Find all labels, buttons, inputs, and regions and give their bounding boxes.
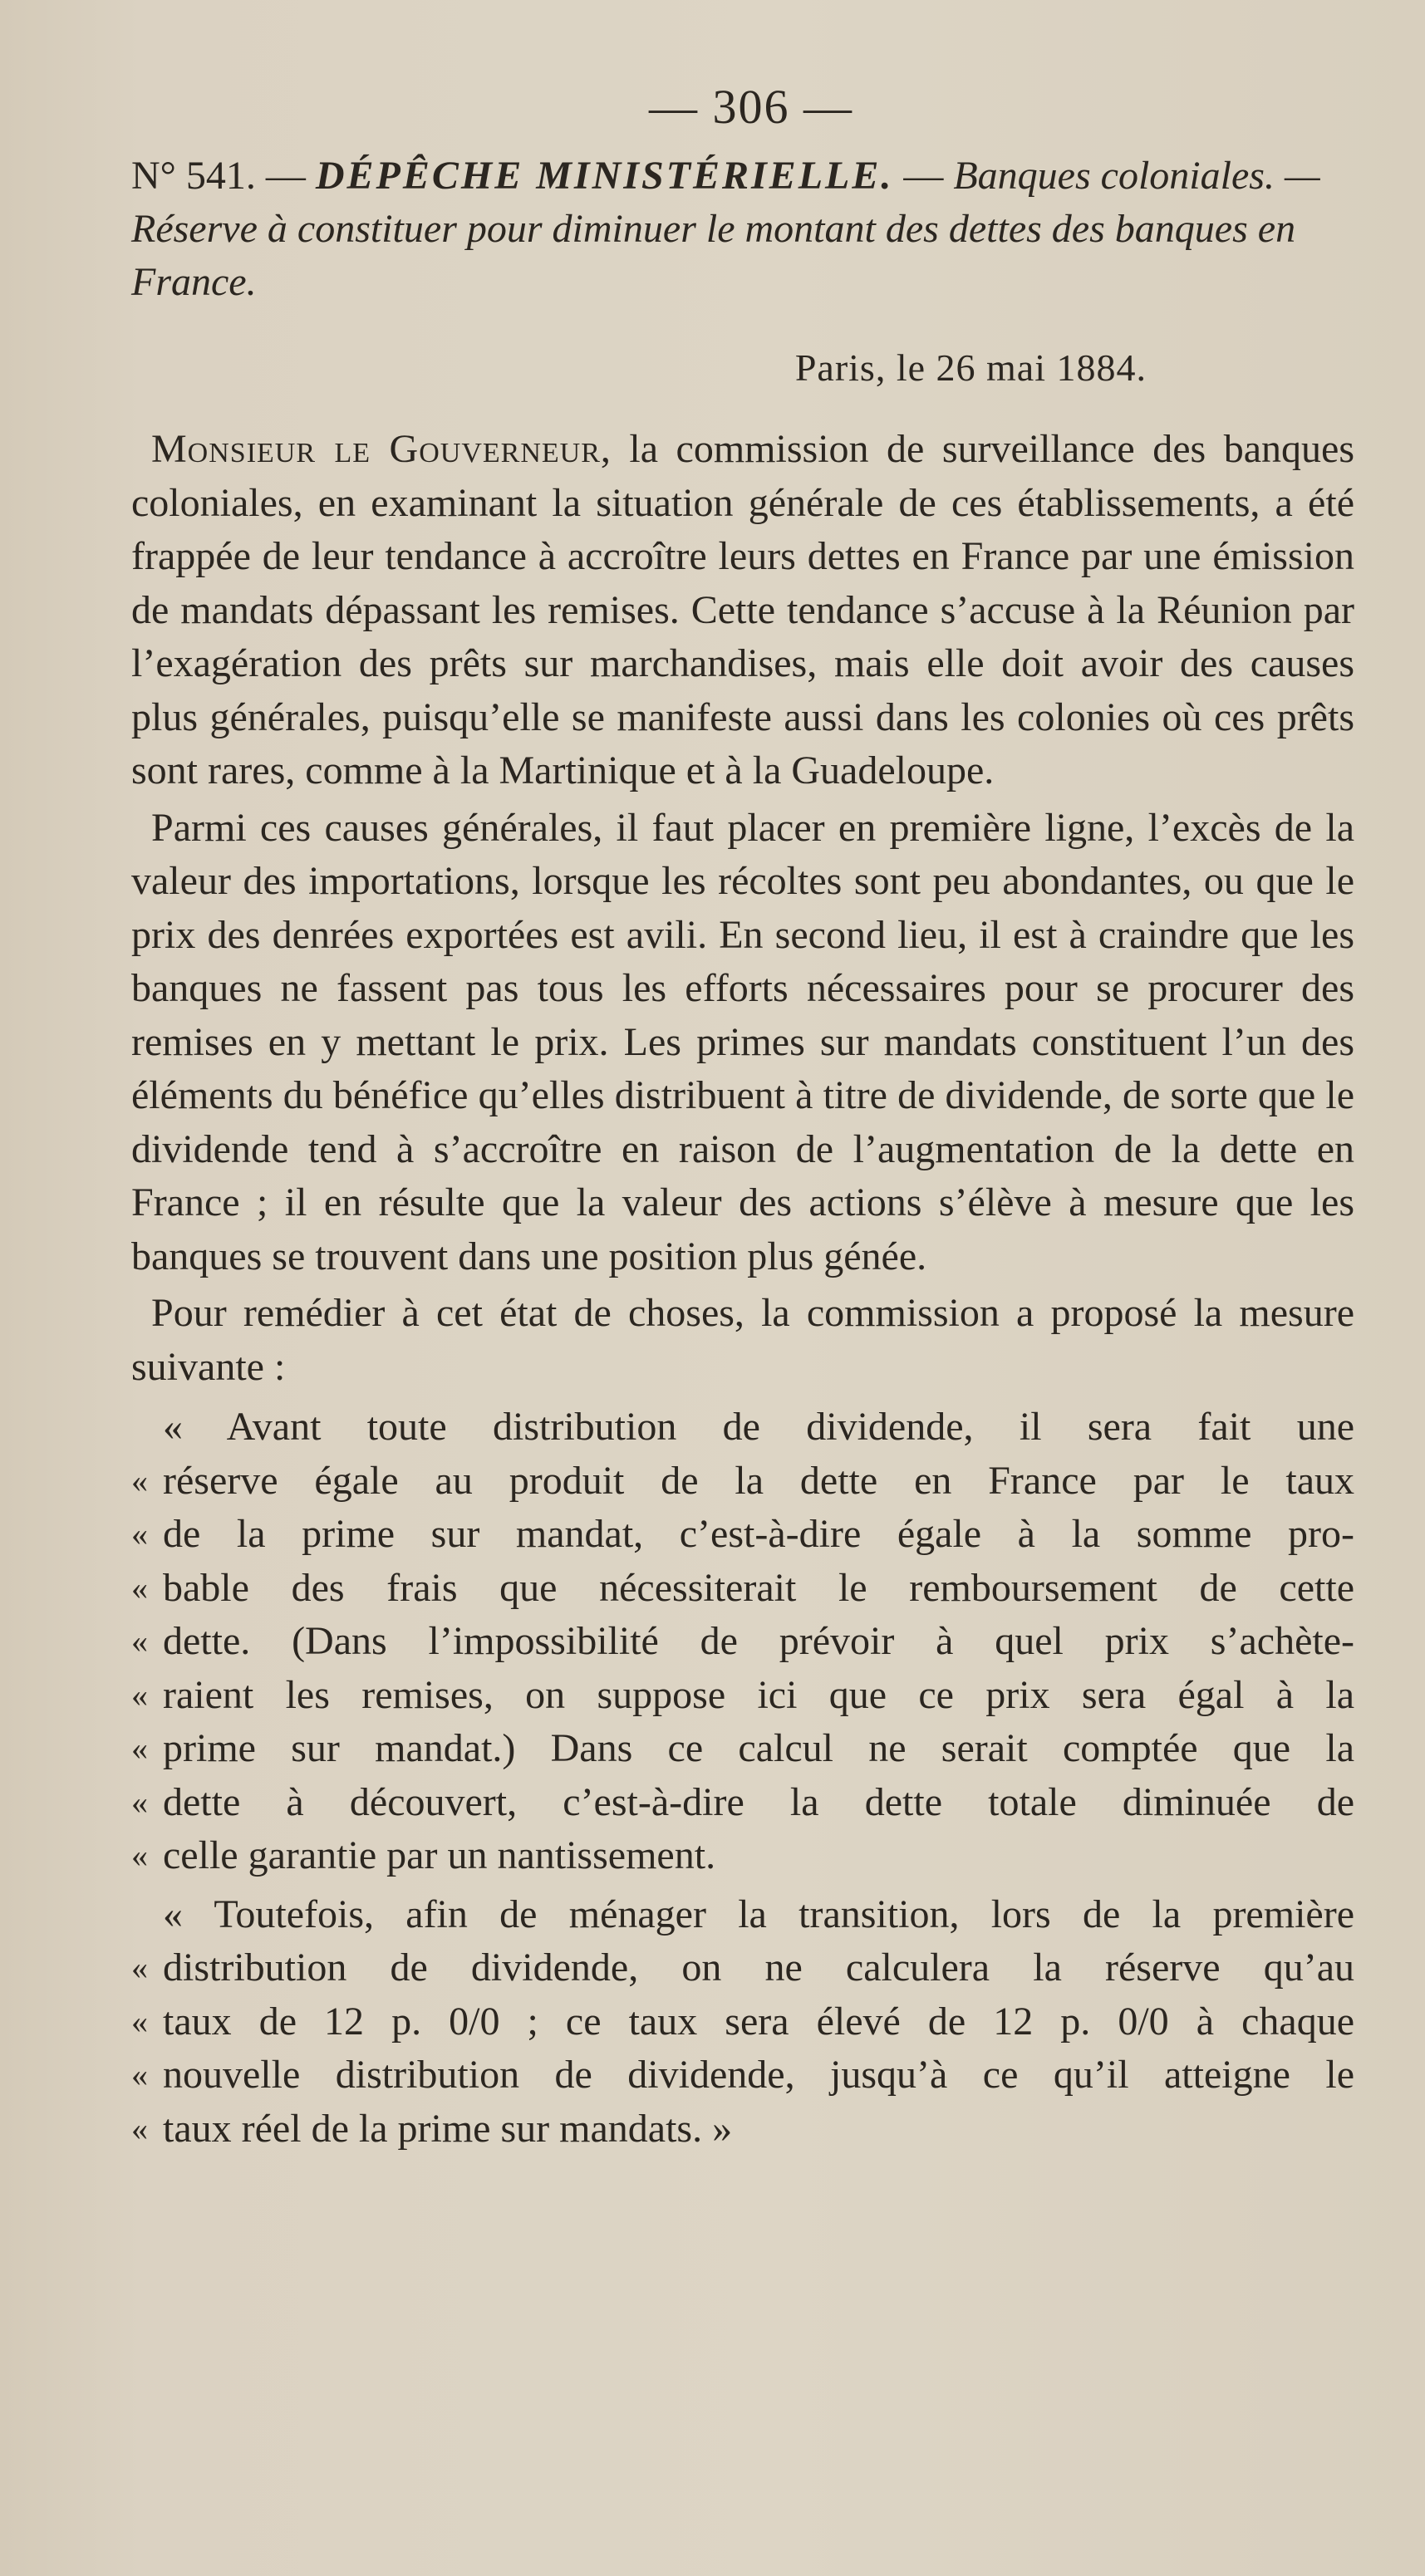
salutation: Monsieur le Gouverneur,: [151, 427, 612, 471]
quote-text: celle garantie par un nantissement.: [163, 1833, 716, 1877]
quote-mark: «: [131, 2002, 148, 2040]
heading-dash: —: [255, 154, 316, 198]
quote-mark: «: [131, 1949, 148, 1986]
quote-mark: «: [131, 1837, 148, 1874]
quote-block: [131, 1401, 1354, 1883]
page-number: — 306 —: [649, 80, 853, 134]
quote-text: bable des frais que nécessiterait le remboursement de cette: [163, 1565, 1354, 1610]
quote-line: [131, 1455, 1354, 1509]
quote-line: [131, 1562, 1354, 1616]
quote-line: [131, 1669, 1354, 1723]
quote-line: [131, 1995, 1354, 2049]
quote-mark: «: [131, 2056, 148, 2093]
quote-text: distribution de dividende, on ne calculera la réserve qu’au: [163, 1945, 1354, 1990]
quote-mark: «: [131, 1622, 148, 1660]
quote-text: raient les remises, on suppose ici que ce prix sera égal à la: [163, 1672, 1354, 1717]
document-title: DÉPÊCHE MINISTÉRIELLE.: [315, 154, 894, 198]
quote-mark: «: [131, 2109, 148, 2147]
quote-line: [131, 1888, 1354, 1942]
quote-line: [131, 1722, 1354, 1776]
quote-line: [131, 2049, 1354, 2103]
quote-text: dette à découvert, c’est-à-dire la dette totale diminuée de: [163, 1779, 1354, 1824]
quote-line: [131, 1508, 1354, 1562]
paragraph-text: la commission de surveillance des banques coloniales, en examinant la situation générale de ces établissements, a été frappée de leur tendance à accroître leurs dettes en France par une émission de mandats dépassant les remises. Cette tendance s’accuse à la Réunion par l’exagération des prêts sur marchandises, mais elle doit avoir des causes plus générales, puisqu’elle se manifeste aussi dans les colonies où ces prêts sont rares, comme à la Martinique et à la Guadeloupe.: [131, 427, 1354, 792]
quote-line: [131, 1829, 1354, 1883]
document-heading: [131, 150, 1354, 309]
quote-line: [131, 1776, 1354, 1830]
document-number: N° 541.: [131, 154, 256, 198]
quote-mark: «: [131, 1783, 148, 1821]
quote-line: [131, 1401, 1354, 1455]
document-subject: Banques coloniales. — Réserve à constituer pour diminuer le montant des dettes des banques en France.: [131, 154, 1320, 304]
quote-mark: «: [131, 1676, 148, 1714]
quote-mark: «: [131, 1568, 148, 1607]
quote-text: « Avant toute distribution de dividende, il sera fait une: [163, 1405, 1354, 1449]
quote-mark: «: [131, 1515, 148, 1553]
quote-text: taux de 12 p. 0/0 ; ce taux sera élevé de 12 p. 0/0 à chaque: [163, 1999, 1354, 2044]
dateline: Paris, le 26 mai 1884.: [794, 346, 1147, 389]
quote-mark: [131, 1888, 163, 1942]
heading-dash: —: [893, 154, 954, 198]
quote-block: [131, 1888, 1354, 2156]
quote-line: [131, 2103, 1354, 2156]
quote-text: de la prime sur mandat, c’est-à-dire égale à la somme pro-: [163, 1512, 1354, 1556]
quote-mark: «: [131, 1730, 148, 1767]
body-paragraph: Parmi ces causes générales, il faut placer en première ligne, l’excès de la valeur des importations, lorsque les récoltes sont peu abondantes, ou que le prix des denrées exportées est avili. En second lieu, il est à craindre que les banques ne fassent pas tous les efforts nécessaires pour se procurer des remises en y mettant le prix. Les primes sur mandats constituent l’un des éléments du bénéfice qu’elles distribuent à titre de dividende, de sorte que le dividende tend à s’accroître en raison de l’augmentation de la dette en France ; il en résulte que la valeur des actions s’élève à mesure que les banques se trouvent dans une position plus génée.: [131, 805, 1354, 1278]
body-paragraph: Pour remédier à cet état de choses, la commission a proposé la mesure suivante :: [131, 1291, 1354, 1389]
body-paragraph: [131, 423, 1354, 798]
quote-text: dette. (Dans l’impossibilité de prévoir à quel prix s’achète-: [163, 1619, 1354, 1663]
quoted-proposal: [131, 1401, 1354, 2156]
quote-line: [131, 1941, 1354, 1995]
quote-text: taux réel de la prime sur mandats. »: [163, 2106, 733, 2151]
quote-text: « Toutefois, afin de ménager la transition, lors de la première: [163, 1892, 1354, 1936]
quote-mark: «: [131, 1461, 148, 1499]
quote-line: [131, 1615, 1354, 1669]
quote-mark: [131, 1401, 163, 1455]
quote-text: réserve égale au produit de la dette en France par le taux: [163, 1458, 1354, 1503]
quote-text: nouvelle distribution de dividende, jusqu’à ce qu’il atteigne le: [163, 2053, 1354, 2097]
quote-text: prime sur mandat.) Dans ce calcul ne serait comptée que la: [163, 1726, 1354, 1770]
